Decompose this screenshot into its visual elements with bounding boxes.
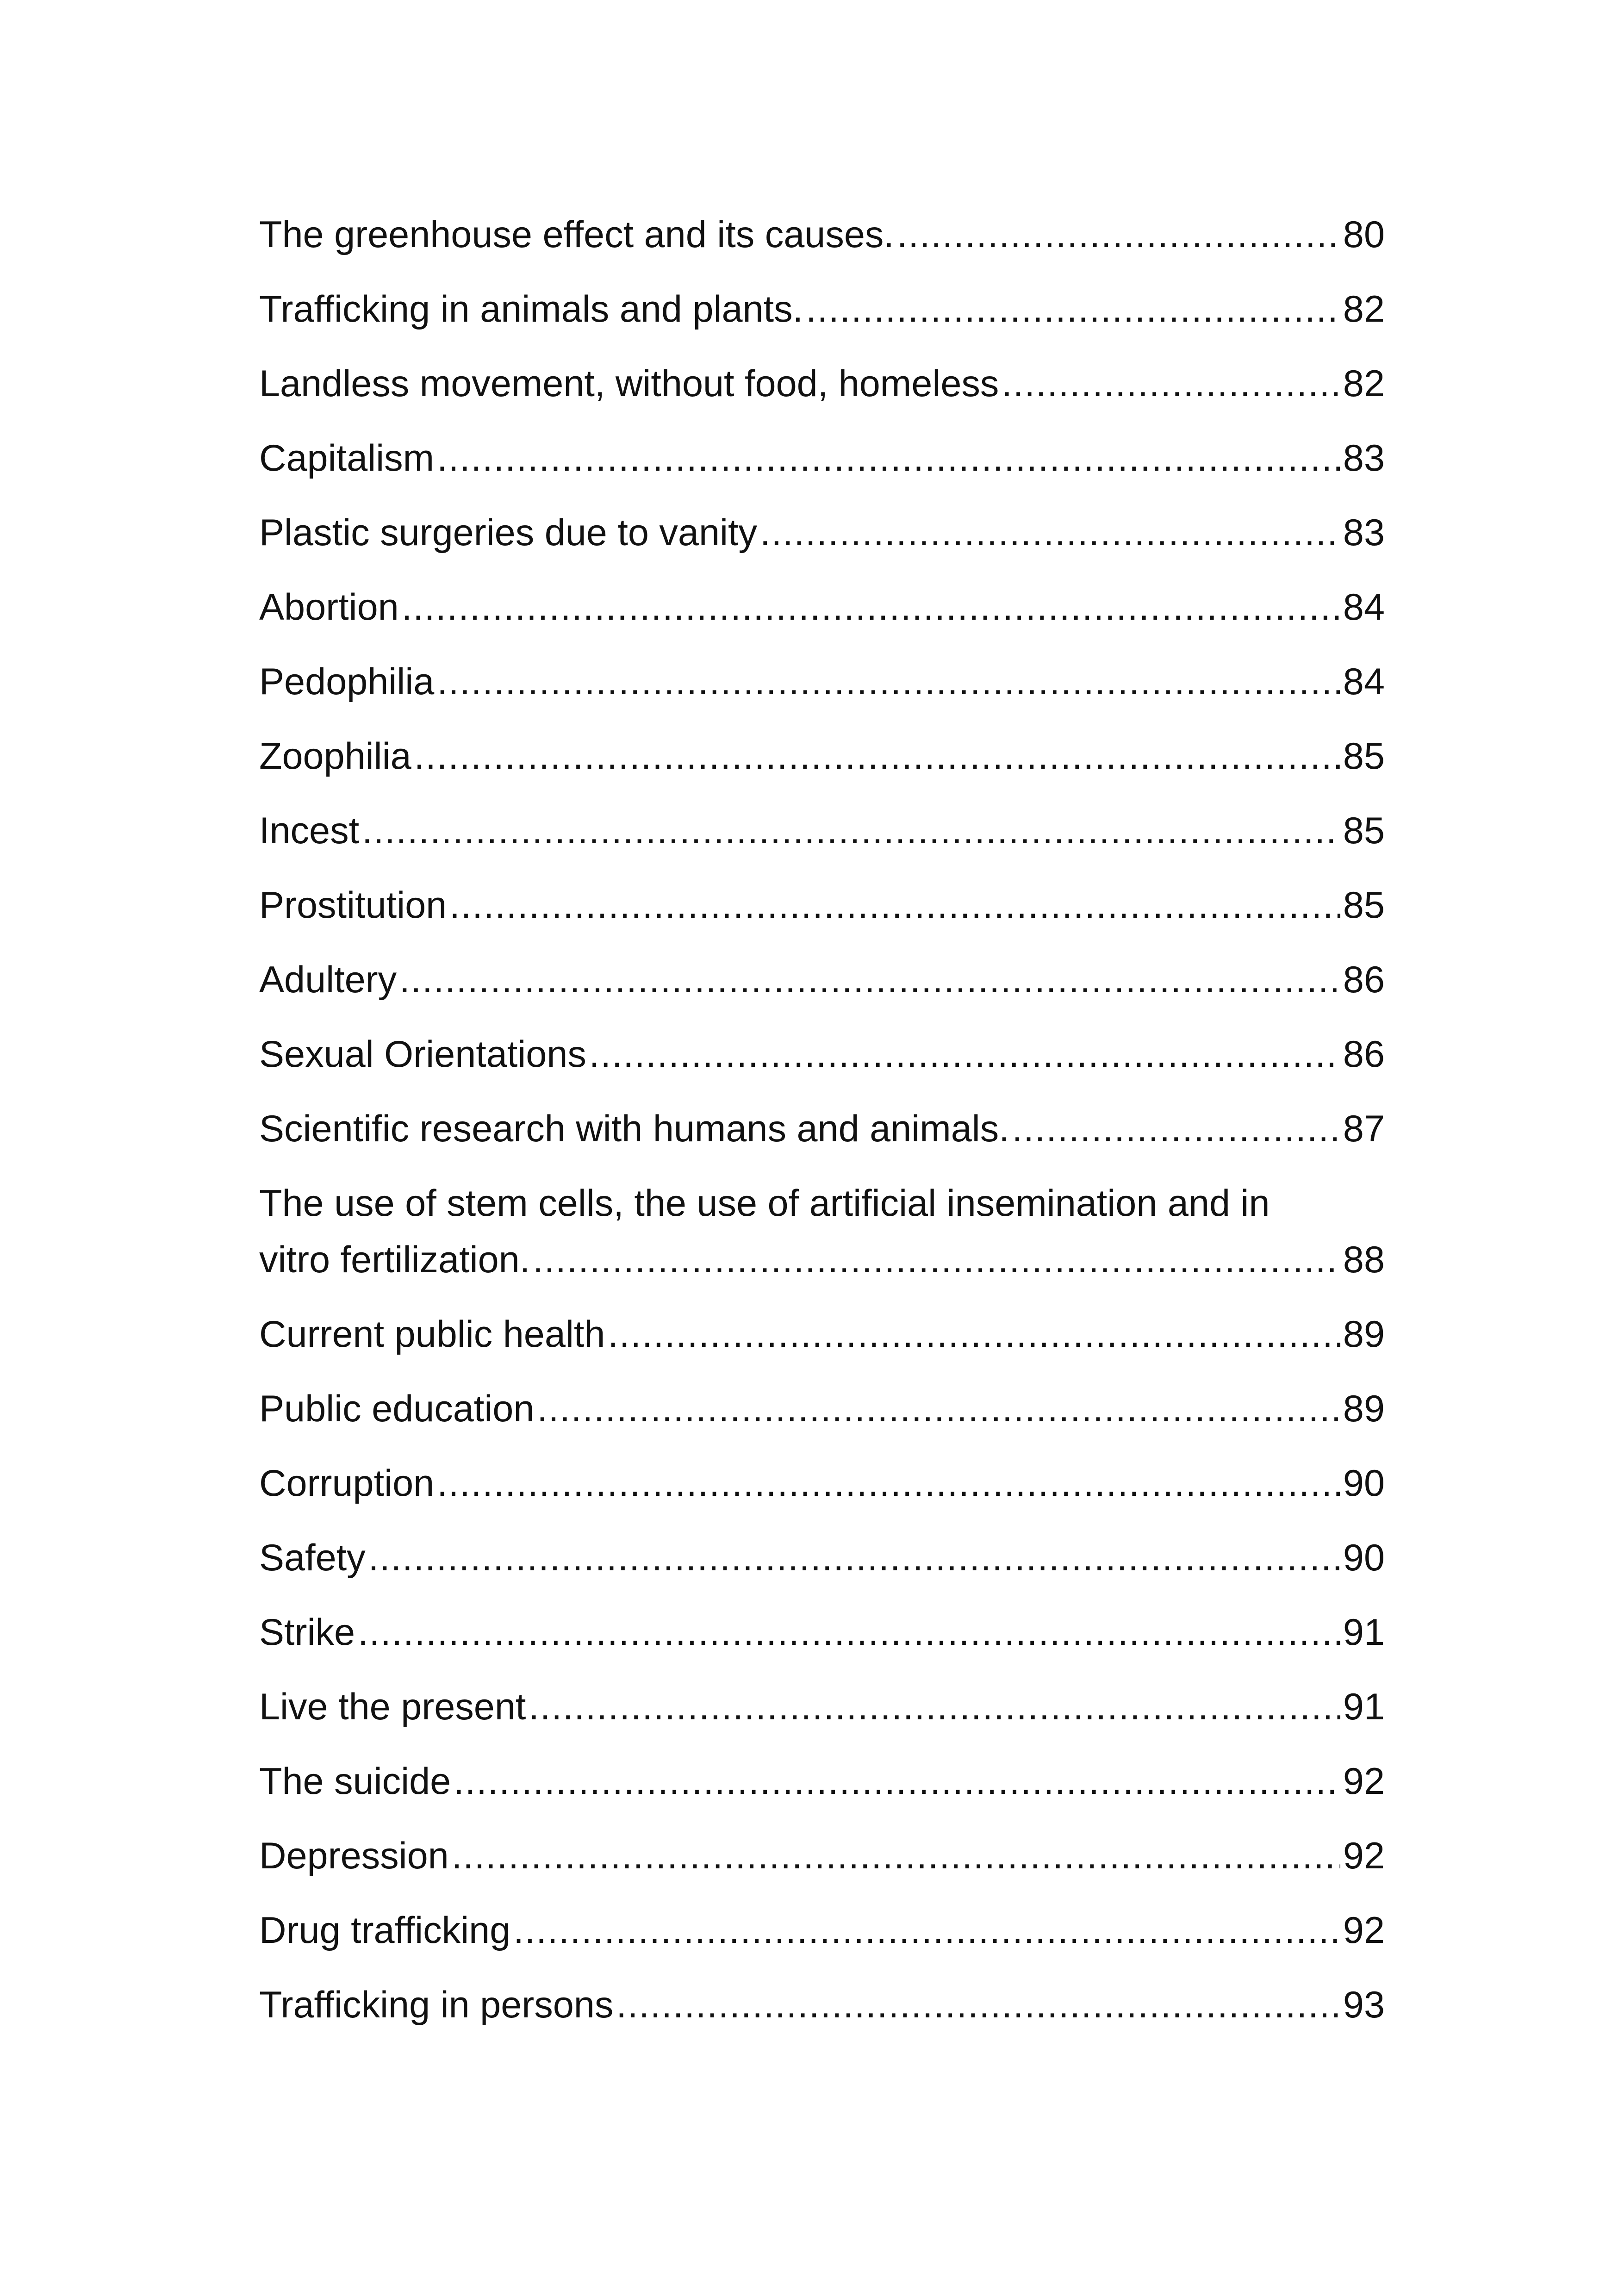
toc-entry-title: Adultery	[259, 959, 397, 1001]
dot-leader	[806, 281, 1340, 337]
dot-leader	[437, 1455, 1340, 1512]
toc-entry-page: 86	[1343, 1033, 1385, 1075]
toc-entry-page: 82	[1343, 363, 1385, 404]
toc-entry-title: The suicide	[259, 1761, 451, 1802]
toc-entry-title: Trafficking in persons	[259, 1984, 614, 2026]
toc-entry-title: Strike	[259, 1612, 355, 1653]
dot-leader	[533, 1232, 1340, 1288]
toc-entry-title: The greenhouse effect and its causes.	[259, 214, 894, 255]
toc-entry-title: Trafficking in animals and plants.	[259, 288, 803, 330]
toc-entry-page: 91	[1343, 1612, 1385, 1653]
toc-entry[interactable]	[259, 1977, 1385, 2033]
toc-entry[interactable]	[259, 579, 1385, 635]
toc-entry[interactable]	[259, 355, 1385, 412]
toc-entry[interactable]	[259, 803, 1385, 859]
toc-entry-page: 89	[1343, 1313, 1385, 1355]
toc-entry-page: 92	[1343, 1835, 1385, 1877]
dot-leader	[368, 1530, 1340, 1586]
toc-entry-page: 80	[1343, 214, 1385, 255]
toc-entry[interactable]	[259, 1828, 1385, 1884]
toc-entry-page: 85	[1343, 810, 1385, 852]
toc-entry-page: 82	[1343, 288, 1385, 330]
toc-entry-page: 91	[1343, 1686, 1385, 1728]
toc-entry[interactable]	[259, 1604, 1385, 1661]
toc-entry[interactable]	[259, 206, 1385, 263]
toc-entry-title: Drug trafficking	[259, 1910, 511, 1951]
dot-leader	[402, 579, 1340, 635]
toc-entry-page: 85	[1343, 884, 1385, 926]
toc-entry-page: 83	[1343, 437, 1385, 479]
toc-entry[interactable]	[259, 1753, 1385, 1810]
dot-leader	[399, 952, 1340, 1008]
dot-leader	[358, 1604, 1340, 1661]
toc-entry-title: Safety	[259, 1537, 366, 1579]
dot-leader	[449, 877, 1340, 933]
toc-entry-title-line2: vitro fertilization.	[259, 1239, 530, 1281]
dot-leader	[529, 1679, 1340, 1735]
toc-entry-title: Corruption	[259, 1462, 435, 1504]
toc-entry-page: 90	[1343, 1462, 1385, 1504]
toc-entry[interactable]	[259, 952, 1385, 1008]
toc-entry-page: 90	[1343, 1537, 1385, 1579]
toc-entry-title-line1: The use of stem cells, the use of artificial insemination and in	[259, 1182, 1270, 1224]
dot-leader	[897, 206, 1340, 263]
dot-leader	[760, 504, 1340, 561]
toc-entry[interactable]	[259, 877, 1385, 933]
toc-entry[interactable]	[259, 1026, 1385, 1083]
toc-entry[interactable]	[259, 1455, 1385, 1512]
toc-entry[interactable]	[259, 1175, 1385, 1288]
dot-leader	[608, 1306, 1340, 1363]
toc-entry-page: 88	[1343, 1239, 1385, 1281]
toc-entry-title: Zoophilia	[259, 735, 411, 777]
toc-entry-title: Capitalism	[259, 437, 435, 479]
toc-entry-title: Pedophilia	[259, 661, 435, 703]
dot-leader	[513, 1902, 1340, 1959]
toc-entry-title: Depression	[259, 1835, 449, 1877]
toc-entry-title: Prostitution	[259, 884, 447, 926]
toc-entry[interactable]	[259, 1679, 1385, 1735]
toc-entry-title: Scientific research with humans and animals.	[259, 1108, 1009, 1150]
toc-entry-page: 87	[1343, 1108, 1385, 1150]
toc-entry-page: 93	[1343, 1984, 1385, 2026]
toc-entry-page: 92	[1343, 1910, 1385, 1951]
toc-entry-title: Incest	[259, 810, 360, 852]
toc-entry-page: 84	[1343, 661, 1385, 703]
toc-entry-title: Public education	[259, 1388, 535, 1430]
toc-entry-page: 84	[1343, 586, 1385, 628]
toc-entry-title: Landless movement, without food, homeless	[259, 363, 999, 404]
toc-entry[interactable]	[259, 1306, 1385, 1363]
dot-leader	[437, 653, 1340, 710]
toc-entry[interactable]	[259, 1902, 1385, 1959]
toc-entry[interactable]	[259, 1530, 1385, 1586]
dot-leader	[362, 803, 1340, 859]
toc-entry[interactable]	[259, 1101, 1385, 1157]
toc-entry-page: 83	[1343, 512, 1385, 554]
toc-entry[interactable]	[259, 281, 1385, 337]
table-of-contents	[259, 206, 1385, 2051]
toc-entry[interactable]	[259, 653, 1385, 710]
toc-entry-title: Live the present	[259, 1686, 526, 1728]
dot-leader	[1012, 1101, 1340, 1157]
dot-leader	[1002, 355, 1340, 412]
toc-entry-page: 92	[1343, 1761, 1385, 1802]
toc-entry-page: 85	[1343, 735, 1385, 777]
toc-entry[interactable]	[259, 728, 1385, 784]
dot-leader	[454, 1753, 1340, 1810]
toc-entry-title: Plastic surgeries due to vanity	[259, 512, 758, 554]
dot-leader	[452, 1828, 1340, 1884]
toc-entry-title: Abortion	[259, 586, 399, 628]
toc-entry-page: 89	[1343, 1388, 1385, 1430]
toc-entry[interactable]	[259, 430, 1385, 486]
toc-entry-title: Current public health	[259, 1313, 605, 1355]
toc-entry[interactable]	[259, 504, 1385, 561]
toc-entry[interactable]	[259, 1381, 1385, 1437]
dot-leader	[537, 1381, 1340, 1437]
dot-leader	[589, 1026, 1340, 1083]
dot-leader	[437, 430, 1340, 486]
dot-leader	[414, 728, 1340, 784]
dot-leader	[616, 1977, 1340, 2033]
toc-entry-page: 86	[1343, 959, 1385, 1001]
toc-entry-title: Sexual Orientations	[259, 1033, 586, 1075]
